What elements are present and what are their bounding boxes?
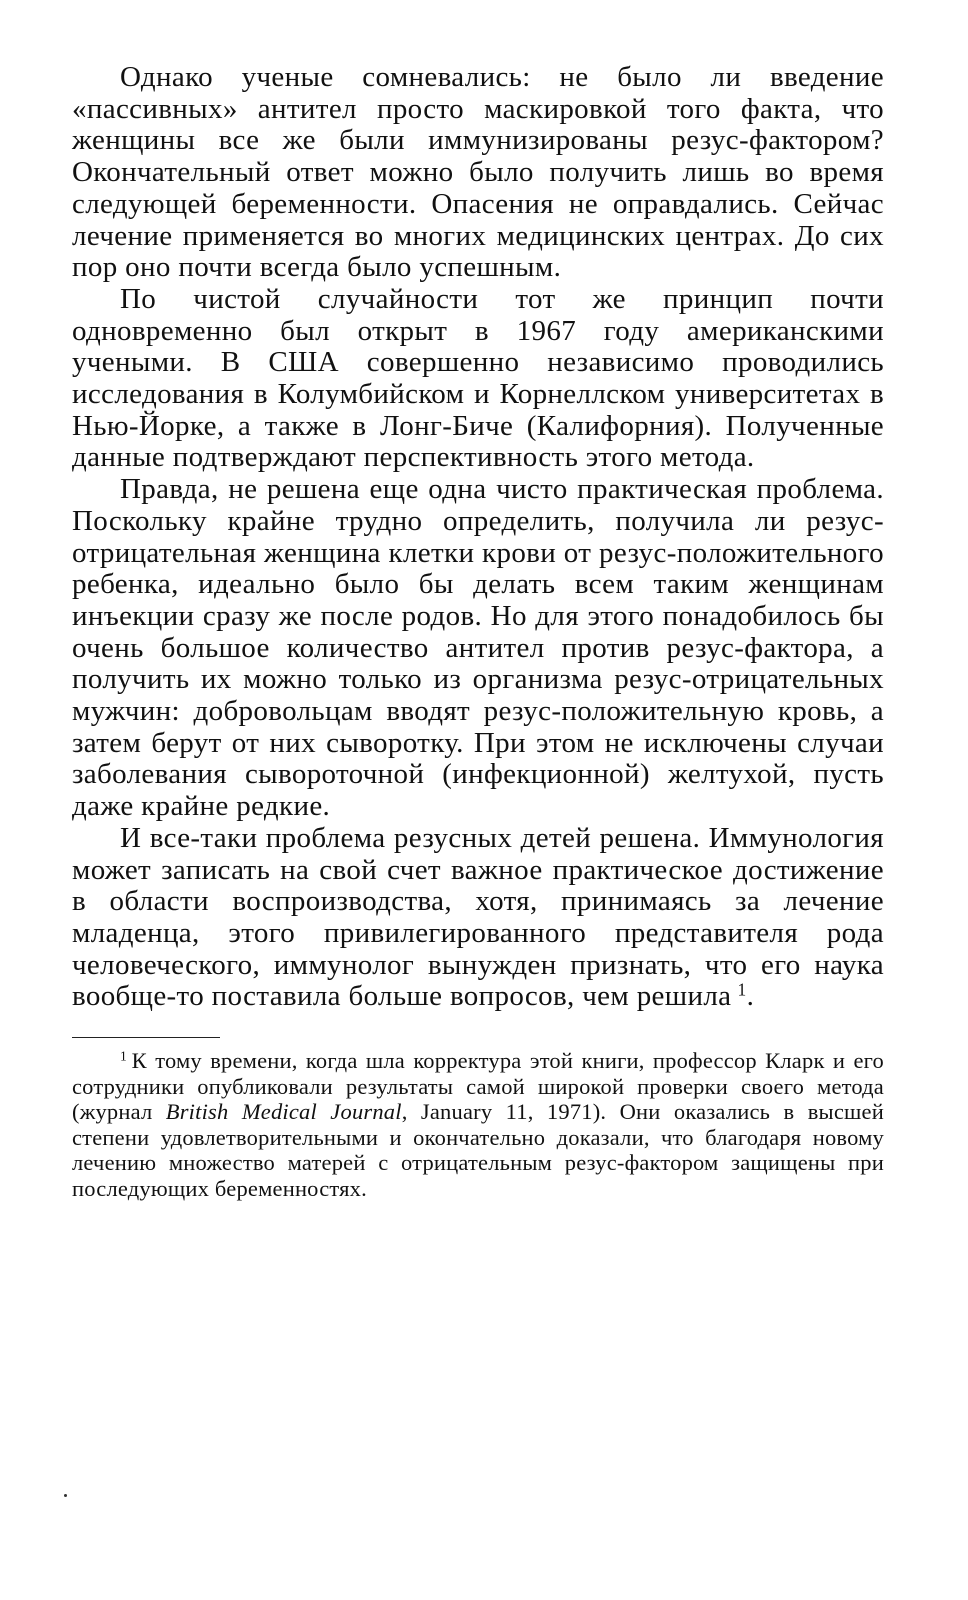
paragraph-4 [72, 823, 884, 1013]
paragraph-1: Однако ученые сомневались: не было ли введение «пассивных» антител просто маскировкой того факта, что женщины все же были иммунизированы резус-фактором? Окончательный ответ можно было получить лишь во время следующей беременности. Опасения не оправдались. Сейчас лечение применяется во многих медицинских центрах. До сих пор оно почти всегда было успешным. [72, 61, 884, 284]
footnote [72, 1048, 884, 1202]
paragraph-4-end: . [746, 980, 755, 1013]
footnote-marker: 1 [120, 1048, 127, 1064]
footnote-text-before: К тому времени, когда шла корректура этой книги, профессор Кларк и его сотрудники опубликовали результаты самой широкой проверки своего метода (журнал [72, 1048, 884, 1125]
paragraph-2: По чистой случайности тот же принцип почти одновременно был открыт в 1967 году американскими учеными. В США совершенно независимо проводились исследования в Колумбийском и Корнеллском университетах в Нью-Йорке, а также в Лонг-Биче (Калифорния). Полученные данные подтверждают перспективность этого метода. [72, 282, 884, 474]
page-speck [64, 1494, 67, 1497]
paragraph-3: Правда, не решена еще одна чисто практическая проблема. Поскольку крайне трудно определить, получила ли резус-отрицательная женщина клетки крови от резус-положительного ребенка, идеально было бы делать всем таким женщинам инъекции сразу же после родов. Но для этого понадобилось бы очень большое количество антител против резус-фактора, а получить их можно только из организма резус-отрицательных мужчин: добровольцам вводят резус-положительную кровь, а затем берут от них сыворотку. При этом не исключены случаи заболевания сывороточной (инфекционной) желтухой, пусть даже крайне редкие. [72, 473, 884, 823]
footnote-divider [72, 1037, 220, 1038]
footnote-journal-title: British Medical Journal [165, 1099, 402, 1125]
paragraph-4-text: И все-таки проблема резусных детей решена. Иммунология может записать на свой счет важное практическое достижение в области воспроизводства, хотя, принимаясь за лечение младенца, этого привилегированного представителя рода человеческого, иммунолог вынужден признать, что его наука вообще-то поставила больше вопросов, чем решила [72, 821, 884, 1013]
page-body [72, 62, 884, 1202]
footnote-text-after: , January 11, 1971). Они оказались в высшей степени удовлетворительными и окончательно доказали, что благодаря новому лечению множество матерей с отрицательным резус-фактором защищены при последующих беременностях. [72, 1099, 884, 1202]
footnote-reference: 1 [737, 979, 747, 1000]
